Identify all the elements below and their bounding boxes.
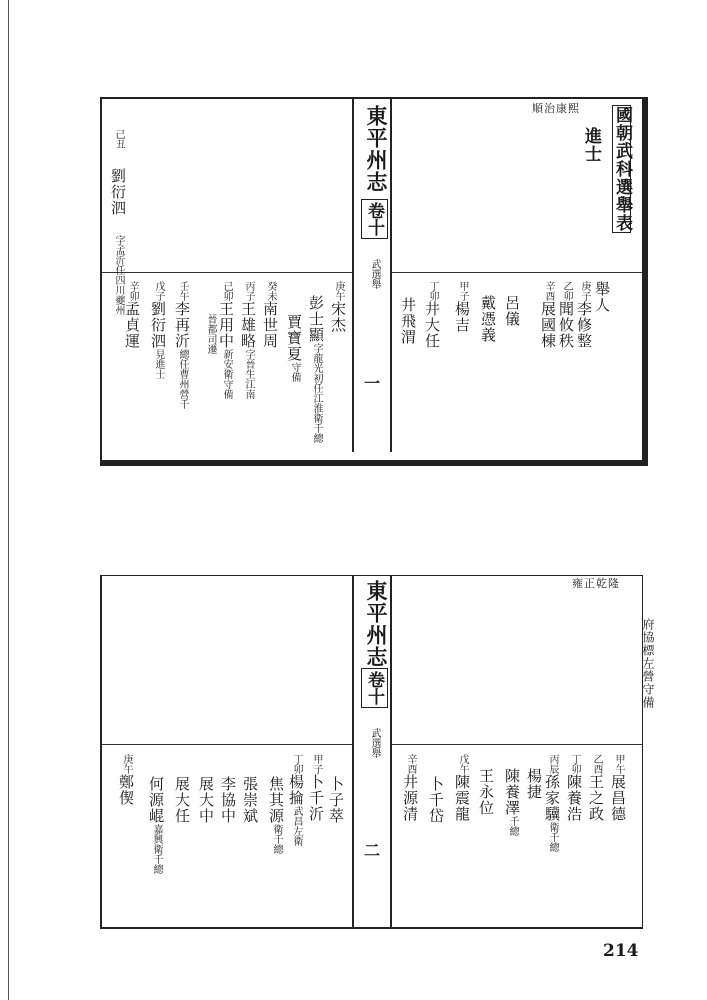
spine-title: 東平州志: [364, 105, 389, 193]
list-item: 乙卯聞攸秩: [557, 281, 575, 349]
list-item: 壬午李再沂總任曹州營千: [173, 281, 191, 409]
divider-right: [392, 272, 642, 273]
list-item: 李協中: [219, 776, 237, 824]
list-item: 卜千岱: [427, 776, 445, 824]
upper-note: 府協標左營守備: [641, 618, 655, 709]
page-edge-line: [8, 0, 9, 1000]
jinshi-heading: 進士: [581, 127, 601, 163]
list-item: 丁卯井大任: [423, 281, 441, 349]
list-item: 丙子王雄略字晉生江南: [239, 281, 257, 399]
divider-left: [102, 272, 352, 273]
divider-left: [102, 744, 352, 745]
center-spine: [352, 99, 392, 452]
top-leaf: [100, 97, 644, 462]
list-item: 展大中: [197, 776, 215, 824]
border-shadow-right: [643, 97, 648, 466]
divider-right: [392, 744, 642, 745]
list-item: 辛酉井源清: [401, 754, 419, 822]
list-item: 己卯王用中新安衛守備: [217, 281, 235, 399]
list-item: 賈寶夏守備: [285, 314, 303, 382]
list-item: 陳養澤千總: [503, 768, 521, 836]
list-item: 癸未南世周: [261, 281, 279, 349]
page-number: 214: [603, 941, 639, 961]
list-item: 何源崐嘉興衛千總: [147, 776, 165, 874]
list-item: 丙辰孫家驥衛千總: [543, 754, 561, 852]
list-item: 戊子劉衍泗見進士: [149, 281, 167, 379]
juan-label: 卷十: [361, 668, 388, 708]
list-item: 辛卯孟貞運: [123, 281, 141, 349]
table-title: 國朝武科選舉表: [612, 106, 632, 232]
list-item: 舉人: [593, 281, 611, 313]
section-label: 武選舉: [369, 728, 380, 758]
list-item: 丁卯楊掄武昌左衛: [287, 754, 305, 846]
list-item: 晉都司遷: [205, 314, 216, 354]
era-label: 雍正乾隆: [572, 577, 620, 590]
list-item: 甲午展昌德: [609, 754, 627, 822]
list-item: 己丑 劉衍泗 字孟沂任四川夔州: [109, 129, 127, 315]
spine-title: 東平州志: [364, 580, 389, 668]
list-item: 展大任: [173, 776, 191, 824]
list-item: 庚子李修整: [575, 281, 593, 349]
folio-number: 二: [364, 841, 381, 860]
list-item: 焦其源衛千總: [267, 776, 285, 854]
list-item: 楊捷: [525, 768, 543, 800]
list-item: 王永位: [477, 768, 495, 816]
list-item: 呂儀: [503, 295, 521, 327]
list-item: 乙酉王之政: [587, 754, 605, 822]
list-item: 張崇斌: [241, 776, 259, 824]
center-spine: [352, 576, 392, 927]
bottom-leaf: [100, 575, 655, 929]
folio-number: 一: [364, 374, 381, 393]
border-shadow-bottom: [100, 461, 644, 466]
list-item: 戴憑義: [479, 295, 497, 343]
era-label: 順治康熙: [532, 102, 580, 115]
section-label: 武選舉: [369, 259, 380, 289]
list-item: 卜子萃: [327, 776, 345, 824]
list-item: 辛酉展國棟: [539, 281, 557, 349]
list-item: 彭士顯字龍光初任江淮衛千總: [307, 295, 325, 443]
list-item: 甲子卜千沂: [307, 754, 325, 822]
list-item: 丁卯陳養浩: [565, 754, 583, 822]
juan-label: 卷十: [361, 199, 388, 239]
list-item: 甲子楊吉: [453, 281, 471, 333]
list-item: 戊午陳震龍: [453, 754, 471, 822]
list-item: 井飛渭: [399, 297, 417, 345]
list-item: 庚午鄭偰: [117, 754, 135, 806]
list-item: 庚午宋杰: [329, 281, 347, 333]
